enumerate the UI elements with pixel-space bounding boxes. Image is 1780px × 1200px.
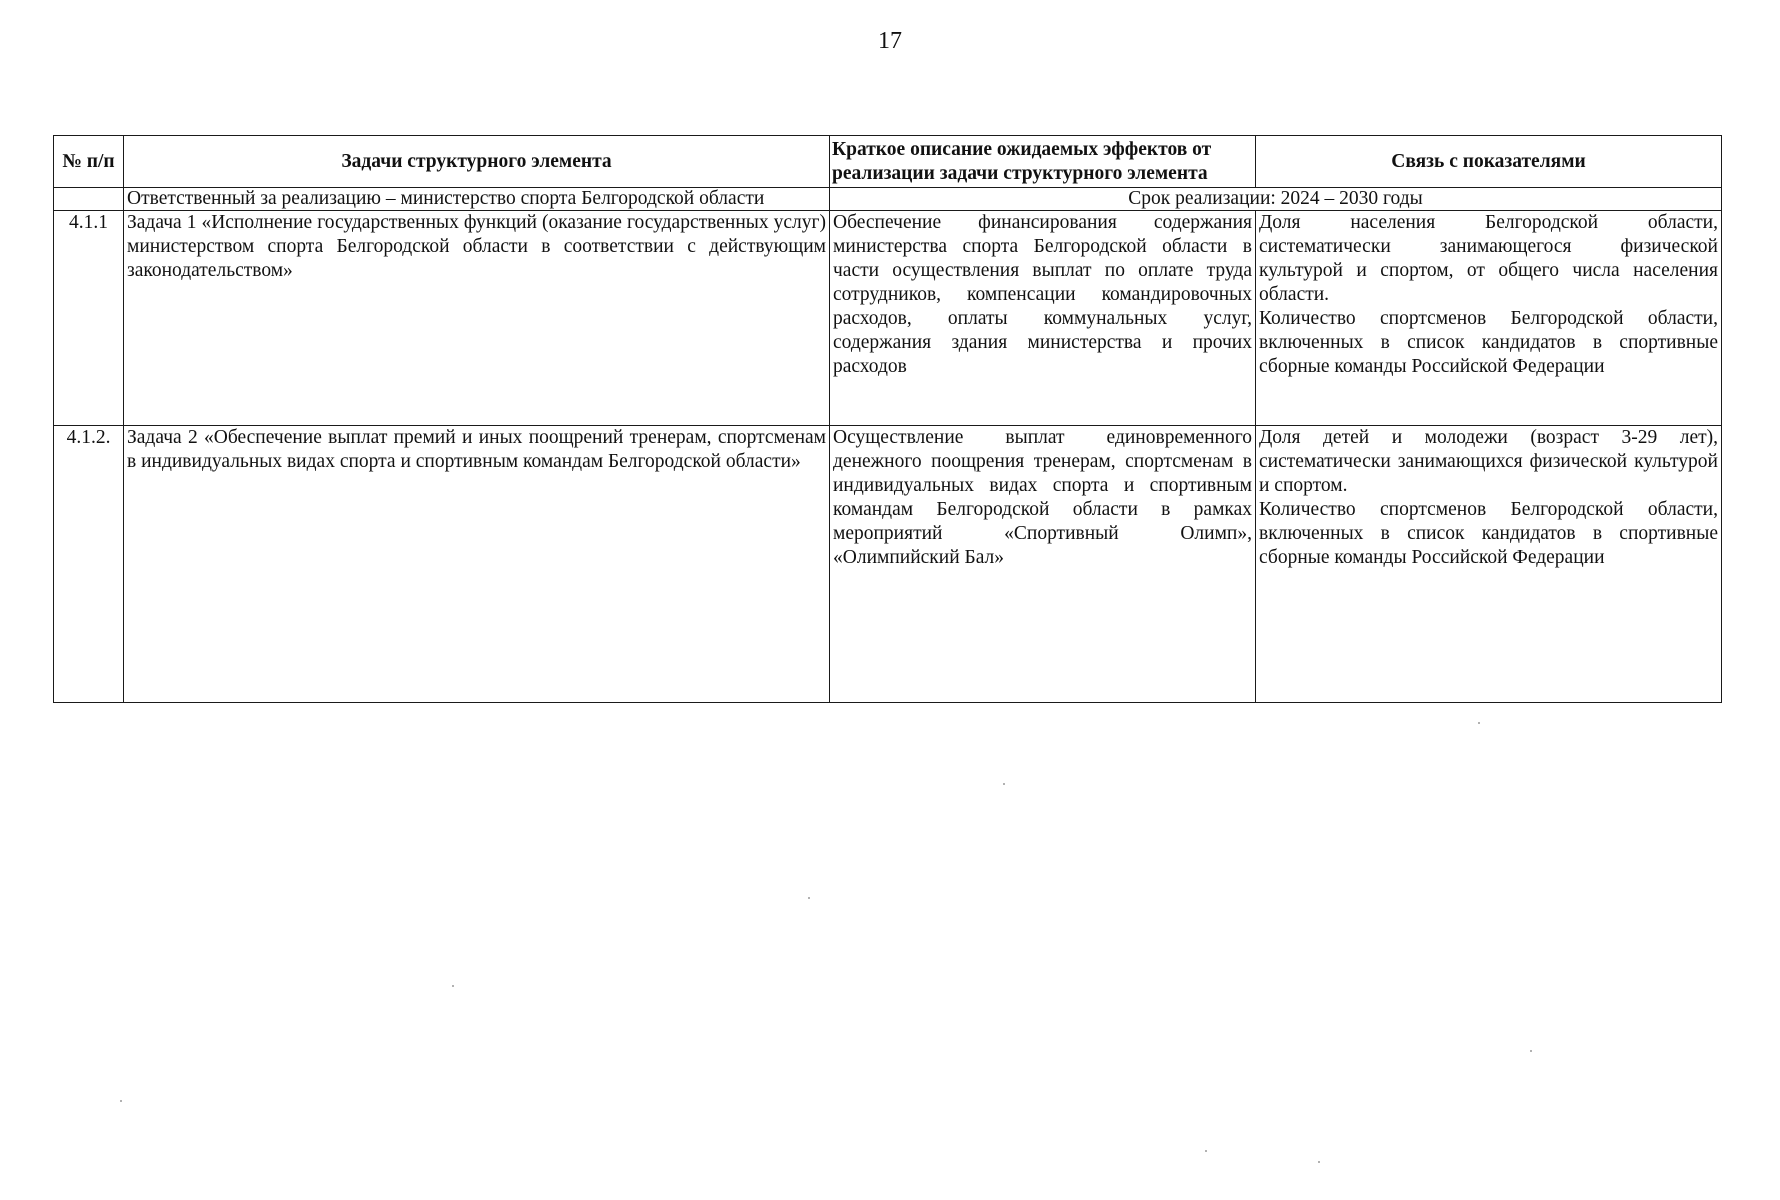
row-number: 4.1.1 — [54, 211, 124, 426]
indicator-text: Количество спортсменов Белгородской области, включенных в список кандидатов в спортивные сборные команды Российской Федерации — [1259, 308, 1718, 377]
table-row — [54, 426, 1722, 703]
scan-speck — [120, 1100, 122, 1102]
indicators-cell — [1256, 211, 1722, 426]
scan-speck — [452, 985, 454, 987]
table-header-row — [54, 136, 1722, 188]
responsible-cell: Ответственный за реализацию – министерство спорта Белгородской области — [124, 188, 830, 211]
indicator-text: Доля детей и молодежи (возраст 3-29 лет), систематически занимающихся физической культурой и спортом. — [1259, 427, 1718, 496]
effect-cell: Обеспечение финансирования содержания министерства спорта Белгородской области в части осуществления выплат по оплате труда сотрудников, компенсации командировочных расходов, оплаты коммунальных услуг, содержания здания министерства и прочих расходов — [830, 211, 1256, 426]
header-num: № п/п — [54, 136, 124, 188]
indicator-text: Количество спортсменов Белгородской области, включенных в список кандидатов в спортивные сборные команды Российской Федерации — [1259, 499, 1718, 568]
period-cell: Срок реализации: 2024 – 2030 годы — [830, 188, 1722, 211]
header-tasks: Задачи структурного элемента — [124, 136, 830, 188]
header-indicators: Связь с показателями — [1256, 136, 1722, 188]
structural-element-tasks-table — [53, 135, 1722, 703]
indicator-text: Доля населения Белгородской области, систематически занимающегося физической культурой и спортом, от общего числа населения области. — [1259, 212, 1718, 305]
scan-speck — [1205, 1150, 1207, 1152]
task-cell: Задача 2 «Обеспечение выплат премий и иных поощрений тренерам, спортсменам в индивидуальных видах спорта и спортивным командам Белгородской области» — [124, 426, 830, 703]
page-number: 17 — [878, 28, 902, 54]
scan-speck — [1003, 783, 1005, 785]
scan-speck — [1530, 1050, 1532, 1052]
header-effects: Краткое описание ожидаемых эффектов от реализации задачи структурного элемента — [830, 136, 1256, 188]
scan-speck — [808, 897, 810, 899]
scan-speck — [1478, 722, 1480, 724]
scan-speck — [1318, 1161, 1320, 1163]
effect-cell: Осуществление выплат единовременного денежного поощрения тренерам, спортсменам в индивидуальных видах спорта и спортивным командам Белгородской области в рамках мероприятий «Спортивный Олимп», «Олимпийский Бал» — [830, 426, 1256, 703]
row-number: 4.1.2. — [54, 426, 124, 703]
responsible-period-row — [54, 188, 1722, 211]
info-row-empty-cell — [54, 188, 124, 211]
table-row — [54, 211, 1722, 426]
task-cell: Задача 1 «Исполнение государственных функций (оказание государственных услуг) министерством спорта Белгородской области в соответствии с действующим законодательством» — [124, 211, 830, 426]
indicators-cell — [1256, 426, 1722, 703]
